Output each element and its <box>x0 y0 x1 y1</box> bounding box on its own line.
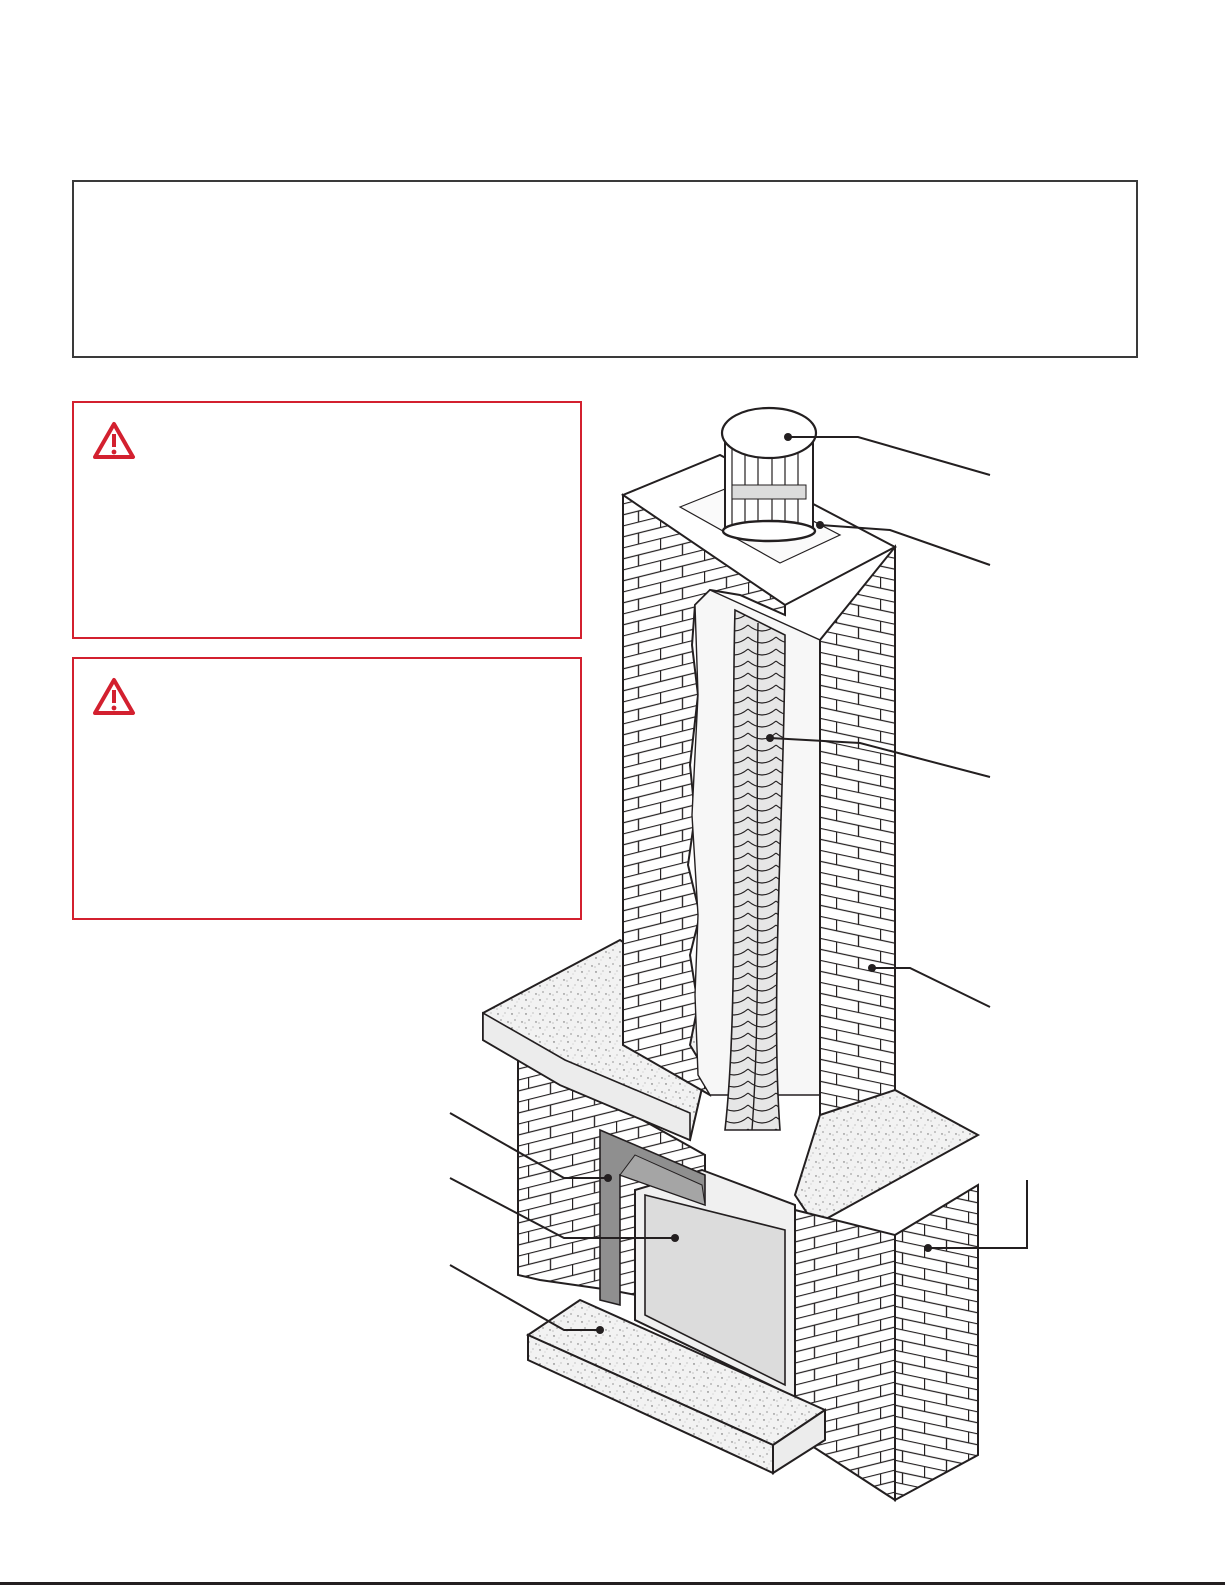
warning-triangle-icon <box>92 421 136 461</box>
info-box <box>72 180 1138 358</box>
chimney-cap-top <box>722 408 816 458</box>
chimney-right-face <box>820 547 895 1115</box>
lower-right-brick-front <box>795 1210 895 1500</box>
lower-right-brick-side <box>895 1185 978 1500</box>
warning-triangle-icon <box>92 677 136 717</box>
flexible-liner <box>725 610 785 1130</box>
chimney-installation-diagram <box>440 395 1060 1505</box>
